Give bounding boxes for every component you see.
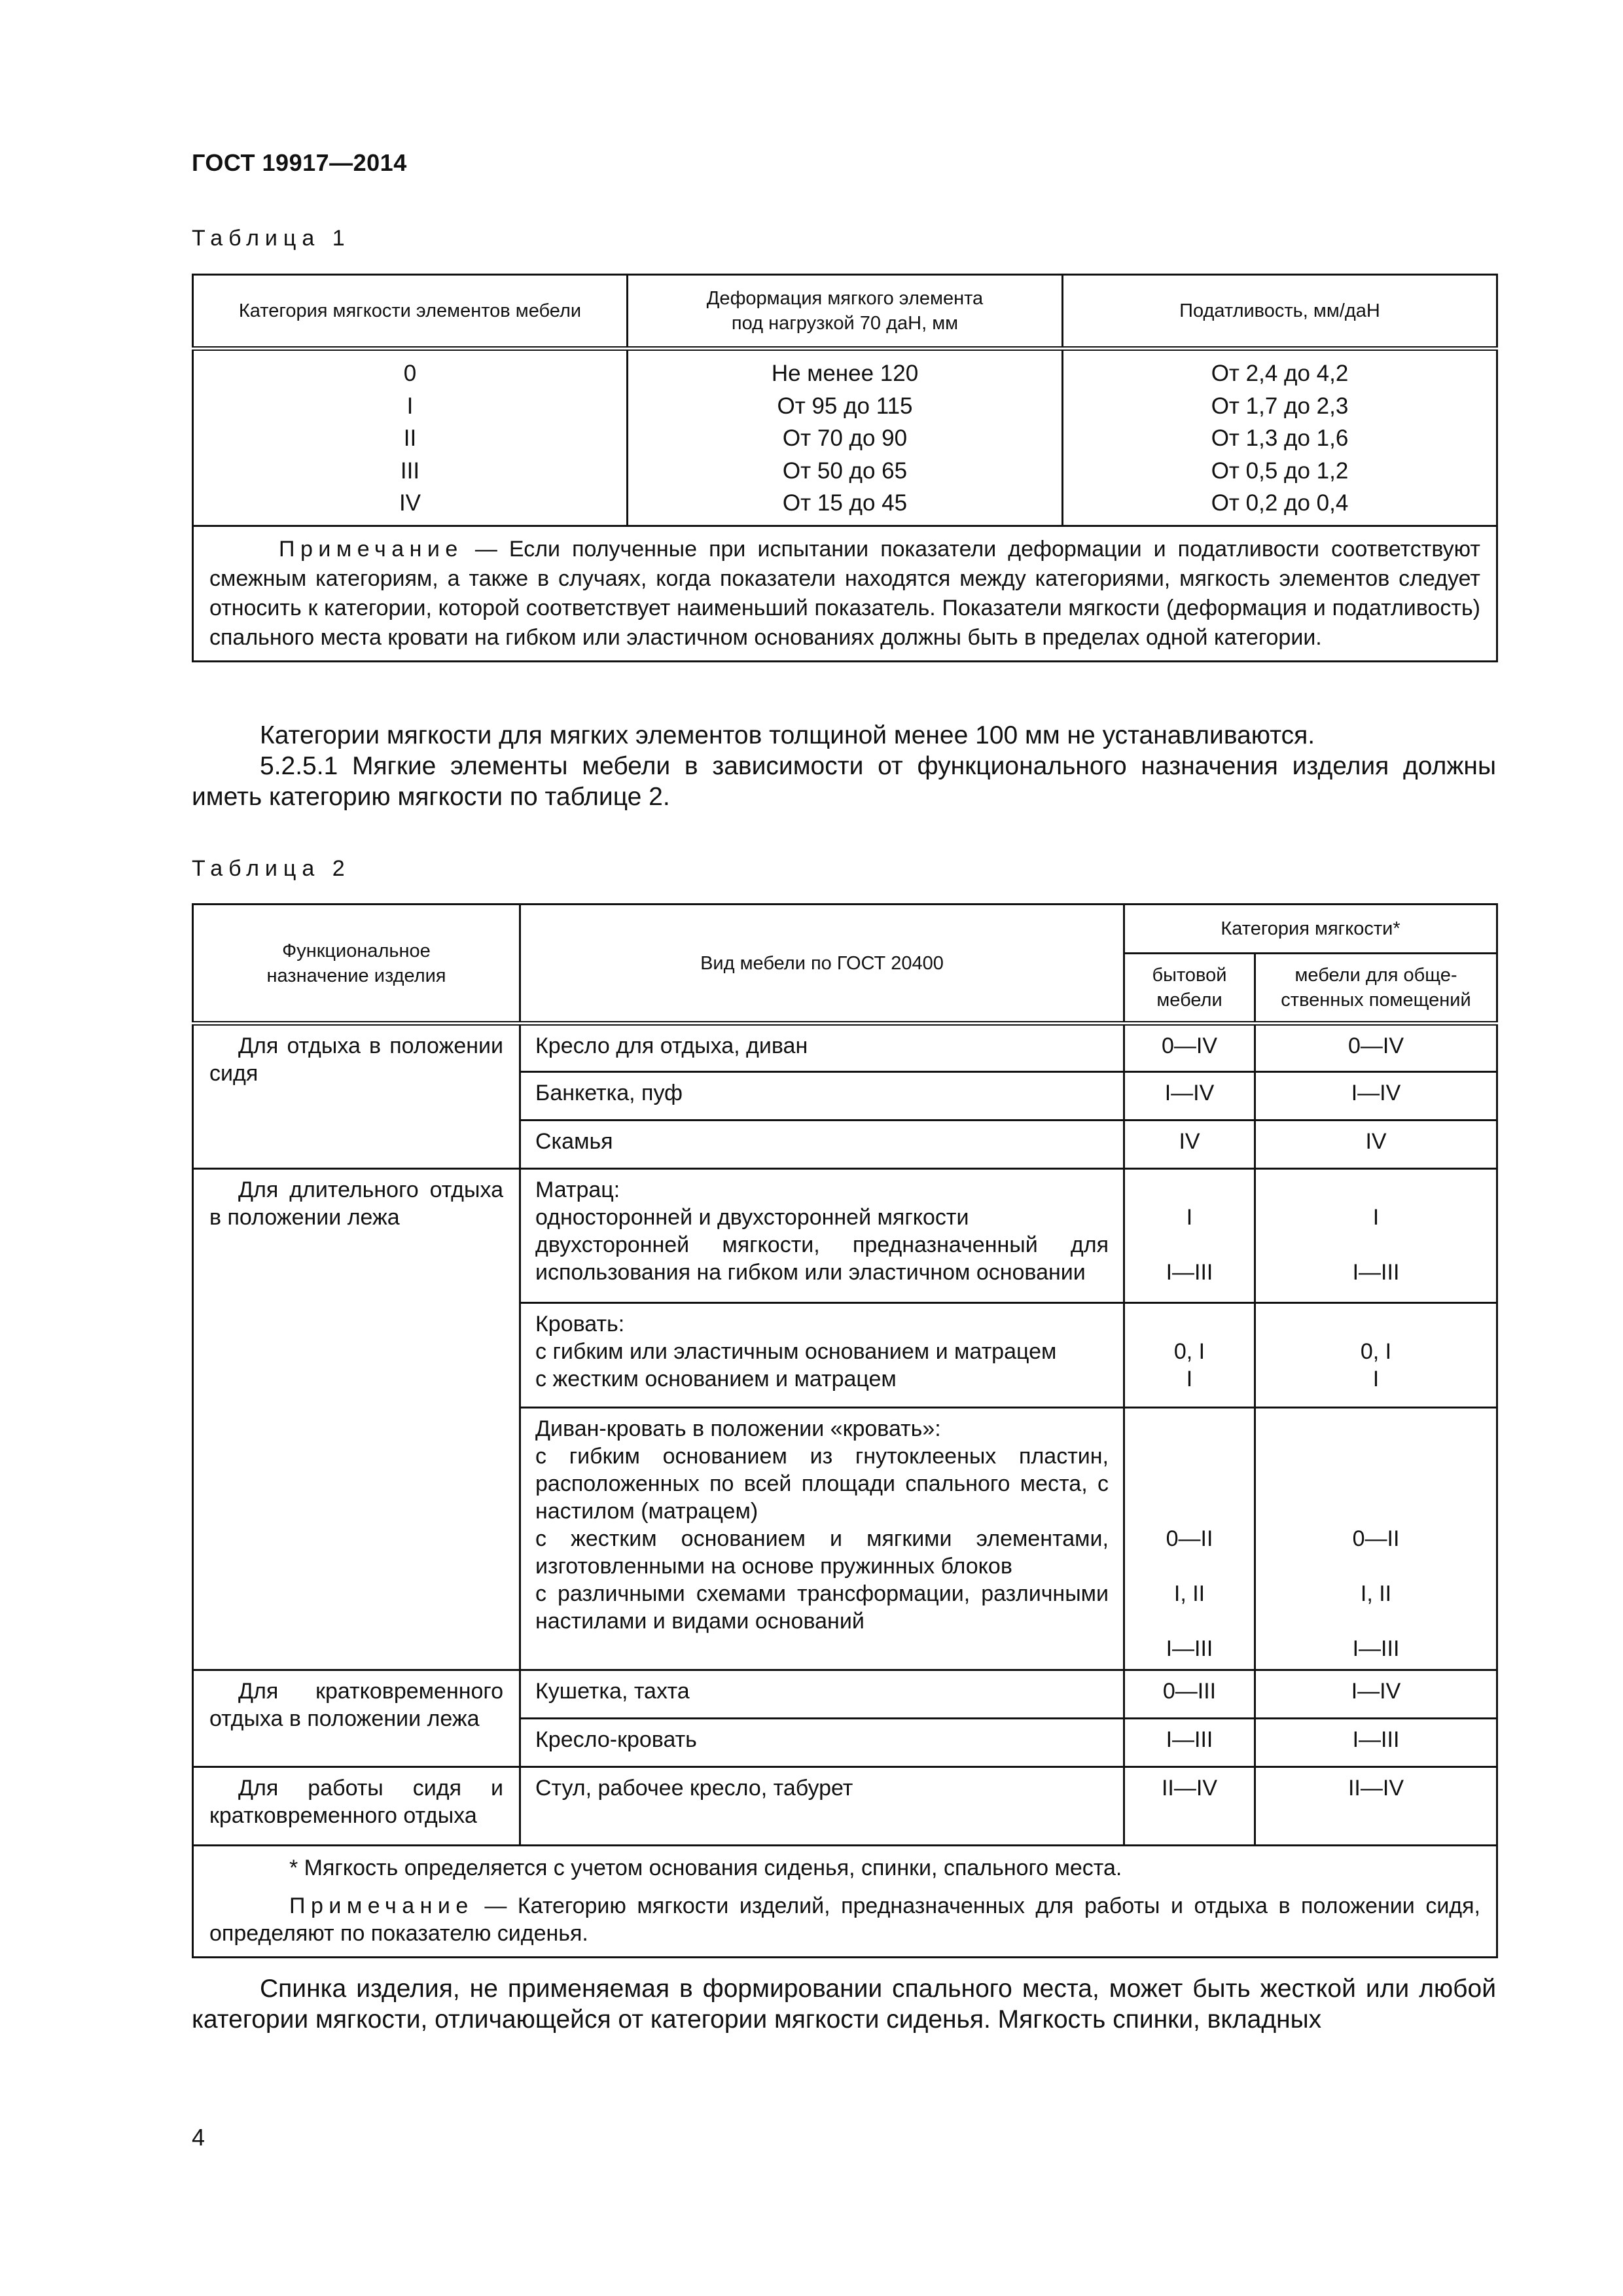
table2-kind-cell: Стул, рабочее кресло, табурет	[520, 1767, 1124, 1846]
table2-col-category: Категория мягкости*	[1124, 905, 1497, 954]
table2-kind-cell: Кушетка, тахта	[520, 1670, 1124, 1719]
table2-cat-value: I	[1186, 1205, 1193, 1230]
table2-function-cell	[193, 1670, 520, 1767]
table1-cell: От 15 до 45	[782, 490, 908, 516]
table1-cell: От 0,2 до 0,4	[1211, 490, 1349, 516]
table2-public-cell	[1255, 1408, 1497, 1670]
table1-cell: II	[403, 425, 417, 451]
table2-kind-line: с гибким или эластичным основанием и матрацем	[535, 1339, 1057, 1364]
table1-cell: От 0,5 до 1,2	[1211, 457, 1349, 484]
table2-cat-value: I, II	[1173, 1581, 1205, 1606]
table1-cell: От 95 до 115	[777, 393, 913, 419]
table2-cat-value: 0—II	[1352, 1526, 1400, 1551]
table2-cat-value: I, II	[1360, 1581, 1392, 1606]
table2-note-label: Примечание	[289, 1893, 474, 1918]
table2-cat-value: I—III	[1352, 1636, 1400, 1661]
table2-cat-value: I	[1372, 1367, 1380, 1391]
table2-function-cell	[193, 1024, 520, 1169]
table1-compliance-cell	[1063, 349, 1497, 526]
table2-kind-line: односторонней и двухсторонней мягкости	[535, 1205, 969, 1230]
table2-function-text: Для отдыха в положении сидя	[209, 1033, 503, 1086]
table2-kind-cell: Скамья	[520, 1121, 1124, 1169]
table2-public-cell: 0—IV	[1255, 1024, 1497, 1072]
table2-cat-value: I—III	[1166, 1636, 1213, 1661]
table2-home-cell	[1124, 1408, 1255, 1670]
table2-kind-cell	[520, 1408, 1124, 1670]
table2-footer	[193, 1846, 1497, 1958]
table-row	[193, 1024, 1497, 1072]
paragraph-2: 5.2.5.1 Мягкие элементы мебели в зависимости от функционального назначения изделия должны иметь категорию мягкости по таблице 2.	[192, 752, 1496, 811]
table2-public-cell: I—IV	[1255, 1670, 1497, 1719]
table1-cell: I	[406, 393, 414, 419]
table2-col-public	[1255, 954, 1497, 1024]
table2	[192, 903, 1498, 1958]
table-row	[193, 1169, 1497, 1303]
table2-cat-value: 0, I	[1360, 1339, 1392, 1364]
paragraph-1: Категории мягкости для мягких элементов толщиной менее 100 мм не устанавливаются.	[260, 721, 1315, 749]
table1-cell: IV	[399, 490, 421, 516]
table2-kind-title: Кровать:	[535, 1312, 625, 1336]
body-paragraph-bottom	[192, 1973, 1496, 2035]
table2-public-cell: II—IV	[1255, 1767, 1497, 1846]
table1-col-deformation	[628, 275, 1063, 349]
table-row	[193, 1767, 1497, 1846]
table1-deformation-cell	[628, 349, 1063, 526]
table2-public-cell: IV	[1255, 1121, 1497, 1169]
table2-kind-line: с жестким основанием и мягкими элементами, изготовленными на основе пружинных блоков	[535, 1526, 1109, 1579]
table1-cell: III	[400, 457, 420, 484]
table2-kind-cell: Кресло для отдыха, диван	[520, 1024, 1124, 1072]
table2-function-text: Для работы сидя и кратковременного отдыха	[209, 1776, 503, 1828]
table2-kind-line: с гибким основанием из гнутоклееных пластин, расположенных по всей площади спального места, с настилом (матрацем)	[535, 1444, 1109, 1524]
table2-kind-line: двухсторонней мягкости, предназначенный для использования на гибком или эластичном основании	[535, 1232, 1109, 1285]
table2-home-cell: 0—IV	[1124, 1024, 1255, 1072]
table2-col-home-line2: мебели	[1156, 990, 1222, 1011]
table2-public-cell: I—IV	[1255, 1072, 1497, 1121]
table2-cat-value: I—III	[1166, 1260, 1213, 1285]
table1-caption: Таблица 1	[192, 226, 351, 251]
table2-caption: Таблица 2	[192, 856, 351, 881]
table1-cell: От 1,7 до 2,3	[1211, 393, 1349, 419]
table2-kind-title: Матрац:	[535, 1177, 620, 1202]
table2-home-cell	[1124, 1303, 1255, 1408]
table1	[192, 274, 1498, 662]
page-number: 4	[192, 2124, 205, 2151]
table2-home-cell: II—IV	[1124, 1767, 1255, 1846]
table1-note-label: Примечание	[279, 536, 463, 562]
table2-kind-title: Диван-кровать в положении «кровать»:	[535, 1416, 941, 1441]
table2-cat-value: I—III	[1352, 1260, 1400, 1285]
table2-public-cell: I—III	[1255, 1719, 1497, 1767]
table-row	[193, 1670, 1497, 1719]
table2-home-cell	[1124, 1169, 1255, 1303]
table2-kind-cell	[520, 1303, 1124, 1408]
table2-header-row-1	[193, 905, 1497, 954]
table2-home-cell: 0—III	[1124, 1670, 1255, 1719]
table1-header-row	[193, 275, 1497, 349]
table1-cell: Не менее 120	[771, 361, 919, 386]
document-header: ГОСТ 19917—2014	[192, 149, 407, 176]
table2-public-cell	[1255, 1303, 1497, 1408]
table2-function-cell	[193, 1767, 520, 1846]
table2-kind-cell: Кресло-кровать	[520, 1719, 1124, 1767]
table2-col-public-line2: ственных помещений	[1281, 990, 1471, 1011]
table2-col-home-line1: бытовой	[1152, 965, 1227, 986]
table2-col-function-line2: назначение изделия	[266, 965, 446, 986]
table2-cat-value: I	[1372, 1205, 1380, 1230]
table1-col-deformation-line2: под нагрузкой 70 даН, мм	[731, 313, 959, 334]
table2-footer-row	[193, 1846, 1497, 1958]
table2-home-cell: IV	[1124, 1121, 1255, 1169]
table2-function-text: Для кратковременного отдыха в положении лежа	[209, 1679, 503, 1731]
table1-cell: От 50 до 65	[782, 457, 908, 484]
table1-values-row	[193, 349, 1497, 526]
table2-note-text: — Категорию мягкости изделий, предназначенных для работы и отдыха в положении сидя, определяют по показателю сиденья.	[209, 1893, 1481, 1946]
table2-kind-cell	[520, 1169, 1124, 1303]
table2-col-function	[193, 905, 520, 1024]
table2-kind-line: с жестким основанием и матрацем	[535, 1367, 897, 1391]
table1-note	[193, 526, 1497, 661]
table1-note-text: — Если полученные при испытании показатели деформации и податливости соответствуют смежным категориям, а также в случаях, когда показатели находятся между категориями, мягкость элементов следует относить к категории, которой соответствует наименьший показатель. Показатели мягкости (деформация и податливость) спального места кровати на гибком или эластичном основаниях должны быть в пределах одной категории.	[209, 536, 1480, 650]
table1-cell: От 70 до 90	[782, 425, 908, 451]
table1-cell: От 2,4 до 4,2	[1211, 361, 1349, 386]
table2-function-text: Для длительного отдыха в положении лежа	[209, 1177, 503, 1230]
table2-footnote: * Мягкость определяется с учетом основания сиденья, спинки, спального места.	[289, 1856, 1122, 1880]
table1-category-cell	[193, 349, 628, 526]
table1-cell: От 1,3 до 1,6	[1211, 425, 1349, 451]
paragraph-3: Спинка изделия, не применяемая в формировании спального места, может быть жесткой или любой категории мягкости, отличающейся от категории мягкости сиденья. Мягкость спинки, вкладных	[192, 1975, 1496, 2034]
table1-col-compliance: Податливость, мм/даН	[1063, 275, 1497, 349]
table2-cat-value: I	[1186, 1367, 1193, 1391]
table1-note-row	[193, 526, 1497, 661]
table2-cat-value: 0—II	[1166, 1526, 1213, 1551]
table2-col-kind: Вид мебели по ГОСТ 20400	[520, 905, 1124, 1024]
table2-function-cell	[193, 1169, 520, 1670]
table2-public-cell	[1255, 1169, 1497, 1303]
table2-note	[209, 1892, 1480, 1947]
table2-home-cell: I—III	[1124, 1719, 1255, 1767]
table1-col-category: Категория мягкости элементов мебели	[193, 275, 628, 349]
table1-cell: 0	[403, 361, 417, 386]
table2-col-home	[1124, 954, 1255, 1024]
table1-col-deformation-line1: Деформация мягкого элемента	[706, 288, 984, 309]
table2-col-function-line1: Функциональное	[282, 940, 431, 961]
body-paragraphs	[192, 720, 1496, 812]
table2-kind-cell: Банкетка, пуф	[520, 1072, 1124, 1121]
table2-col-public-line1: мебели для обще-	[1294, 965, 1457, 986]
table2-home-cell: I—IV	[1124, 1072, 1255, 1121]
table2-cat-value: 0, I	[1173, 1339, 1205, 1364]
table2-kind-line: с различными схемами трансформации, различными настилами и видами оснований	[535, 1581, 1109, 1634]
